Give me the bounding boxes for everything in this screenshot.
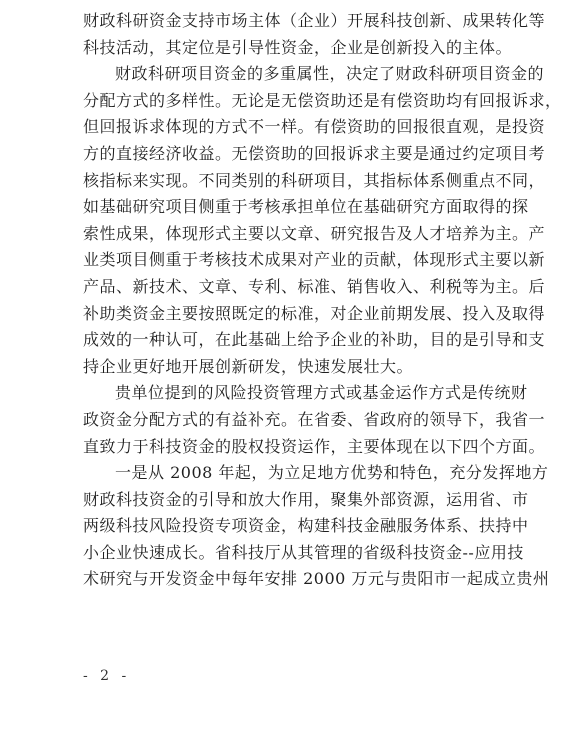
text-line: 方的直接经济收益。无偿资助的回报诉求主要是通过约定项目考: [83, 143, 546, 163]
text-line: 直致力于科技资金的股权投资运作，主要体现在以下四个方面。: [83, 436, 546, 456]
text-line: 如基础研究项目侧重于考核承担单位在基础研究方面取得的探: [83, 197, 529, 217]
text-line: 成效的一种认可，在此基础上给予企业的补助，目的是引导和支: [83, 330, 546, 350]
text-line: 分配方式的多样性。无论是无偿资助还是有偿资助均有回报诉求，: [83, 90, 562, 110]
text-line: 财政科技资金的引导和放大作用，聚集外部资源，运用省、市: [83, 489, 529, 509]
text-line: 索性成果，体现形式主要以文章、研究报告及人才培养为主。产: [83, 223, 546, 243]
paragraph-start-line: 财政科研项目资金的多重属性，决定了财政科研项目资金的: [115, 64, 545, 84]
text-line: 业类项目侧重于考核技术成果对产业的贡献，体现形式主要以新: [83, 250, 546, 270]
page-number: - 2 -: [83, 668, 131, 684]
text-line: 补助类资金主要按照既定的标准，对企业前期发展、投入及取得: [83, 303, 546, 323]
text-line: 小企业快速成长。省科技厅从其管理的省级科技资金--应用技: [83, 542, 524, 562]
paragraph-start-line: 一是从 2008 年起，为立足地方优势和特色，充分发挥地方: [115, 463, 549, 483]
text-line: 术研究与开发资金中每年安排 2000 万元与贵阳市一起成立贵州: [83, 569, 550, 589]
text-line: 科技活动，其定位是引导性资金，企业是创新投入的主体。: [83, 37, 513, 57]
text-line: 核指标来实现。不同类别的科研项目，其指标体系侧重点不同，: [83, 170, 546, 190]
text-line: 产品、新技术、文章、专利、标准、销售收入、利税等为主。后: [83, 276, 546, 296]
text-line: 财政科研资金支持市场主体（企业）开展科技创新、成果转化等: [83, 11, 546, 30]
text-line: 但回报诉求体现的方式不一样。有偿资助的回报很直观，是投资: [83, 117, 546, 137]
text-line: 持企业更好地开展创新研发，快速发展壮大。: [83, 356, 414, 376]
text-line: 两级科技风险投资专项资金，构建科技金融服务体系、扶持中: [83, 516, 529, 536]
text-line: 政资金分配方式的有益补充。在省委、省政府的领导下，我省一: [83, 409, 546, 429]
document-body: [83, 8, 562, 593]
paragraph-start-line: 贵单位提到的风险投资管理方式或基金运作方式是传统财: [115, 383, 528, 403]
